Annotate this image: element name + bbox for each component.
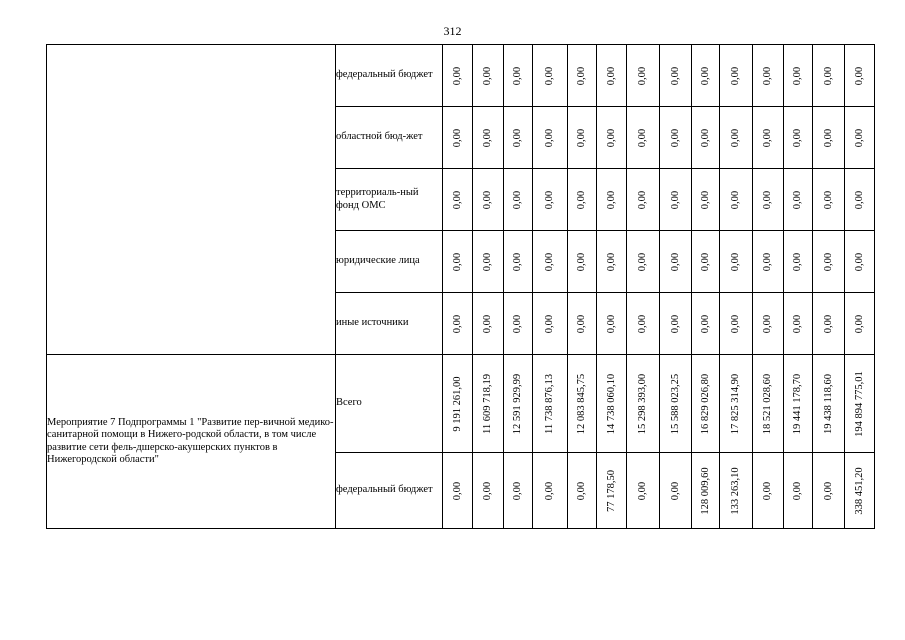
value-text: 0,00 <box>543 190 555 209</box>
value-text: 0,00 <box>511 314 523 333</box>
value-text: 14 738 060,10 <box>605 373 617 434</box>
value-text: 0,00 <box>511 481 523 500</box>
value-cell <box>473 355 504 453</box>
value-text: 0,00 <box>575 66 587 85</box>
value-cell <box>813 231 845 293</box>
value-cell <box>660 45 692 107</box>
value-text: 0,00 <box>761 190 773 209</box>
value-text: 0,00 <box>481 190 493 209</box>
value-text: 0,00 <box>729 66 741 85</box>
value-cell <box>443 231 473 293</box>
value-cell <box>627 453 660 529</box>
value-cell <box>784 107 813 169</box>
value-cell <box>597 231 627 293</box>
value-text: 16 829 026,80 <box>699 373 711 434</box>
value-text: 0,00 <box>605 128 617 147</box>
value-text: 0,00 <box>761 481 773 500</box>
value-cell <box>533 45 568 107</box>
value-cell <box>692 231 720 293</box>
value-cell <box>568 231 597 293</box>
value-cell <box>784 231 813 293</box>
funding-source-cell: областной бюд-жет <box>336 107 443 169</box>
value-cell <box>473 169 504 231</box>
value-text: 0,00 <box>791 252 803 271</box>
value-text: 0,00 <box>511 190 523 209</box>
value-text: 133 263,10 <box>729 466 741 515</box>
value-text: 0,00 <box>791 128 803 147</box>
value-cell <box>443 45 473 107</box>
value-cell <box>533 169 568 231</box>
value-text: 0,00 <box>636 128 648 147</box>
value-cell <box>533 453 568 529</box>
value-cell <box>627 169 660 231</box>
value-cell <box>720 231 753 293</box>
value-text: 0,00 <box>605 314 617 333</box>
value-cell <box>784 453 813 529</box>
value-text: 0,00 <box>451 190 463 209</box>
value-text: 0,00 <box>543 252 555 271</box>
value-cell <box>597 355 627 453</box>
value-text: 0,00 <box>822 128 834 147</box>
value-text: 0,00 <box>822 314 834 333</box>
value-text: 0,00 <box>669 66 681 85</box>
value-cell <box>753 107 784 169</box>
value-cell <box>568 355 597 453</box>
value-text: 0,00 <box>853 252 865 271</box>
value-cell <box>504 293 533 355</box>
value-cell <box>443 107 473 169</box>
value-cell <box>597 107 627 169</box>
value-cell <box>813 355 845 453</box>
value-text: 0,00 <box>511 252 523 271</box>
value-cell <box>784 293 813 355</box>
value-text: 0,00 <box>605 66 617 85</box>
value-text: 0,00 <box>729 314 741 333</box>
value-cell <box>504 169 533 231</box>
value-cell <box>692 169 720 231</box>
value-cell <box>845 231 875 293</box>
value-text: 15 588 023,25 <box>669 373 681 434</box>
value-text: 0,00 <box>451 314 463 333</box>
value-cell <box>660 231 692 293</box>
value-cell <box>845 45 875 107</box>
value-text: 0,00 <box>791 190 803 209</box>
value-text: 0,00 <box>543 314 555 333</box>
value-cell <box>753 293 784 355</box>
funding-source-cell: территориаль-ный фонд ОМС <box>336 169 443 231</box>
value-cell <box>473 45 504 107</box>
table-row <box>47 45 875 107</box>
value-text: 19 441 178,70 <box>791 373 803 434</box>
value-text: 18 521 028,60 <box>761 373 773 434</box>
value-cell <box>720 355 753 453</box>
value-cell <box>597 453 627 529</box>
value-cell <box>720 45 753 107</box>
value-text: 0,00 <box>605 190 617 209</box>
value-cell <box>533 231 568 293</box>
funding-source-cell: юридические лица <box>336 231 443 293</box>
value-text: 0,00 <box>699 190 711 209</box>
value-cell <box>504 453 533 529</box>
value-cell <box>784 45 813 107</box>
value-text: 0,00 <box>669 481 681 500</box>
value-cell <box>627 45 660 107</box>
value-text: 0,00 <box>761 252 773 271</box>
value-cell <box>660 169 692 231</box>
value-cell <box>753 231 784 293</box>
value-text: 9 191 261,00 <box>451 375 463 432</box>
value-text: 0,00 <box>822 66 834 85</box>
value-text: 0,00 <box>761 128 773 147</box>
value-text: 0,00 <box>822 481 834 500</box>
value-text: 0,00 <box>543 481 555 500</box>
value-cell <box>627 231 660 293</box>
value-cell <box>753 169 784 231</box>
value-text: 0,00 <box>543 128 555 147</box>
value-text: 0,00 <box>481 481 493 500</box>
value-text: 0,00 <box>761 314 773 333</box>
value-text: 0,00 <box>669 252 681 271</box>
value-cell <box>504 107 533 169</box>
value-text: 0,00 <box>481 252 493 271</box>
value-cell <box>597 169 627 231</box>
value-cell <box>753 453 784 529</box>
value-text: 19 438 118,60 <box>822 373 834 434</box>
activity-name-cell: Мероприятие 7 Подпрограммы 1 "Развитие пер-вичной медико-санитарной помощи в Нижего-родской области, в том числе развитие сети фель-дшерско-акушерских пунктов в Нижегородской области" <box>47 355 336 529</box>
value-cell <box>533 107 568 169</box>
value-cell <box>597 293 627 355</box>
value-text: 0,00 <box>853 128 865 147</box>
value-cell <box>784 169 813 231</box>
value-text: 0,00 <box>451 128 463 147</box>
value-text: 0,00 <box>575 252 587 271</box>
value-text: 0,00 <box>791 66 803 85</box>
value-cell <box>627 293 660 355</box>
value-cell <box>627 107 660 169</box>
value-text: 0,00 <box>481 314 493 333</box>
value-text: 0,00 <box>605 252 617 271</box>
value-text: 11 738 876,13 <box>543 373 555 434</box>
value-text: 0,00 <box>511 128 523 147</box>
value-cell <box>753 45 784 107</box>
value-text: 0,00 <box>761 66 773 85</box>
value-cell <box>720 293 753 355</box>
value-cell <box>473 453 504 529</box>
value-text: 17 825 314,90 <box>729 373 741 434</box>
value-text: 0,00 <box>699 314 711 333</box>
value-cell <box>533 293 568 355</box>
funding-source-cell: иные источники <box>336 293 443 355</box>
value-text: 338 451,20 <box>853 466 865 515</box>
value-text: 0,00 <box>636 66 648 85</box>
value-text: 12 083 845,75 <box>575 373 587 434</box>
value-text: 0,00 <box>791 314 803 333</box>
value-text: 0,00 <box>451 66 463 85</box>
value-text: 0,00 <box>853 66 865 85</box>
value-cell <box>568 293 597 355</box>
value-cell <box>692 107 720 169</box>
value-cell <box>504 355 533 453</box>
value-cell <box>473 231 504 293</box>
value-text: 0,00 <box>853 190 865 209</box>
value-text: 128 009,60 <box>699 466 711 515</box>
value-text: 0,00 <box>669 314 681 333</box>
value-cell <box>753 355 784 453</box>
value-cell <box>504 45 533 107</box>
value-cell <box>597 45 627 107</box>
value-cell <box>568 169 597 231</box>
value-cell <box>568 45 597 107</box>
value-cell <box>660 355 692 453</box>
budget-table <box>46 44 875 529</box>
value-text: 0,00 <box>636 481 648 500</box>
page-number: 312 <box>443 24 462 38</box>
funding-source-cell: федеральный бюджет <box>336 453 443 529</box>
value-text: 0,00 <box>822 190 834 209</box>
value-cell <box>720 107 753 169</box>
value-cell <box>784 355 813 453</box>
value-cell <box>473 107 504 169</box>
value-cell <box>692 45 720 107</box>
value-cell <box>692 453 720 529</box>
value-cell <box>660 293 692 355</box>
value-cell <box>845 355 875 453</box>
value-cell <box>813 107 845 169</box>
value-cell <box>443 355 473 453</box>
value-text: 0,00 <box>636 314 648 333</box>
value-text: 11 609 718,19 <box>481 373 493 434</box>
value-cell <box>813 293 845 355</box>
value-text: 15 298 393,00 <box>636 373 648 434</box>
value-cell <box>720 169 753 231</box>
value-text: 0,00 <box>699 128 711 147</box>
value-text: 0,00 <box>481 128 493 147</box>
value-text: 0,00 <box>699 252 711 271</box>
value-cell <box>443 169 473 231</box>
value-cell <box>627 355 660 453</box>
value-cell <box>692 355 720 453</box>
value-cell <box>692 293 720 355</box>
value-text: 0,00 <box>729 128 741 147</box>
table-row <box>47 355 875 453</box>
value-text: 0,00 <box>451 252 463 271</box>
value-text: 0,00 <box>575 128 587 147</box>
value-cell <box>443 293 473 355</box>
value-cell <box>845 107 875 169</box>
value-text: 0,00 <box>481 66 493 85</box>
value-text: 0,00 <box>669 190 681 209</box>
value-cell <box>568 107 597 169</box>
value-cell <box>813 453 845 529</box>
value-cell <box>504 231 533 293</box>
value-cell <box>660 107 692 169</box>
value-cell <box>720 453 753 529</box>
value-text: 0,00 <box>451 481 463 500</box>
value-cell <box>813 169 845 231</box>
funding-source-cell: Всего <box>336 355 443 453</box>
value-text: 0,00 <box>636 252 648 271</box>
value-cell <box>845 453 875 529</box>
value-cell <box>443 453 473 529</box>
value-text: 12 591 929,99 <box>511 373 523 434</box>
value-text: 0,00 <box>699 66 711 85</box>
value-text: 0,00 <box>853 314 865 333</box>
funding-source-cell: федеральный бюджет <box>336 45 443 107</box>
value-cell <box>660 453 692 529</box>
value-cell <box>813 45 845 107</box>
value-text: 0,00 <box>791 481 803 500</box>
activity-name-cell <box>47 45 336 355</box>
value-text: 0,00 <box>729 190 741 209</box>
value-text: 0,00 <box>636 190 648 209</box>
value-text: 0,00 <box>575 481 587 500</box>
value-cell <box>845 293 875 355</box>
value-text: 0,00 <box>669 128 681 147</box>
value-cell <box>473 293 504 355</box>
value-text: 0,00 <box>575 314 587 333</box>
value-text: 0,00 <box>511 66 523 85</box>
value-text: 0,00 <box>575 190 587 209</box>
value-cell <box>845 169 875 231</box>
value-cell <box>533 355 568 453</box>
value-cell <box>568 453 597 529</box>
value-text: 0,00 <box>822 252 834 271</box>
value-text: 194 894 775,01 <box>853 370 865 437</box>
value-text: 77 178,50 <box>605 469 617 512</box>
value-text: 0,00 <box>543 66 555 85</box>
value-text: 0,00 <box>729 252 741 271</box>
